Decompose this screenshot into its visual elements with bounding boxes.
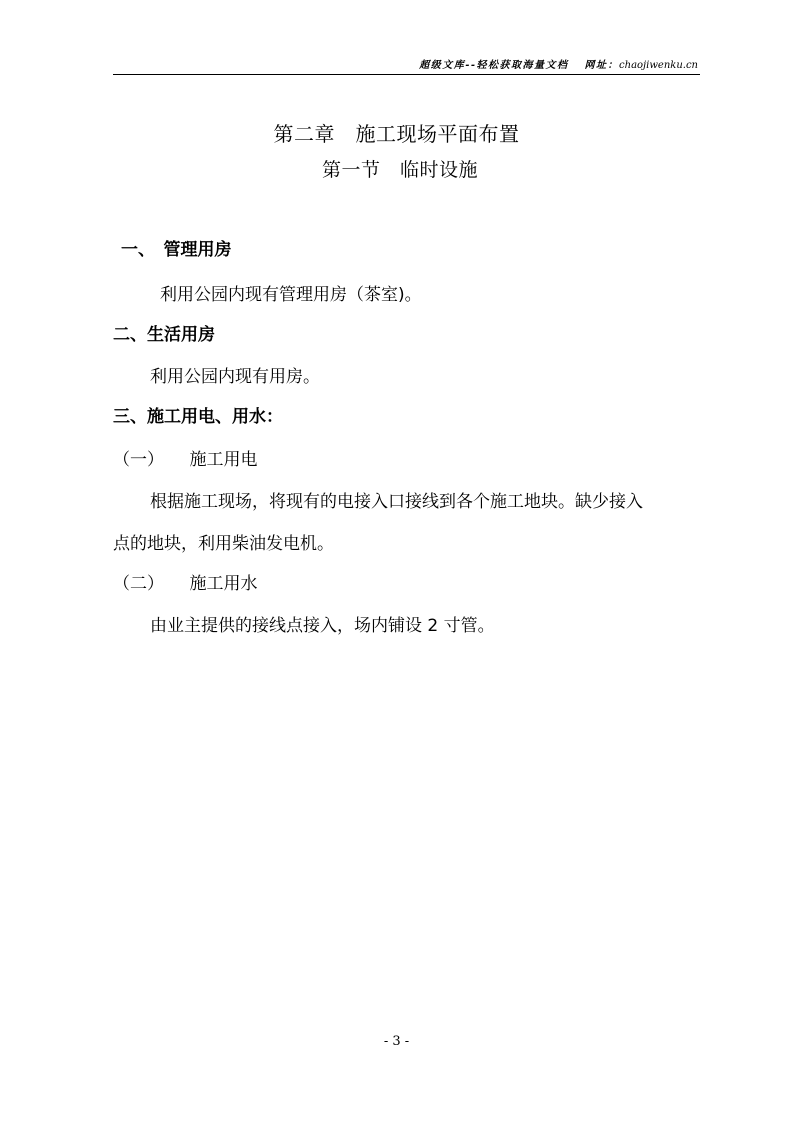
subheading-construction-water: （二） 施工用水 [113,574,258,594]
page-number: - 3 - [383,1034,410,1049]
paragraph-living-housing: 利用公园内现有用房。 [150,367,320,387]
chapter-title: 第二章 施工现场平面布置 [273,122,520,146]
paragraph-management-housing: 利用公园内现有管理用房（茶室)。 [160,285,422,305]
heading-living-housing: 二、生活用房 [113,325,215,345]
paragraph-water: 由业主提供的接线点接入，场内铺设 2 寸管。 [150,616,495,636]
header-site-name: 超级文库--轻松获取海量文档 [419,60,569,71]
paragraph-power-line2: 点的地块，利用柴油发电机。 [113,534,334,554]
heading-management-housing: 一、 管理用房 [121,240,232,260]
heading-power-water: 三、施工用电、用水： [113,407,283,427]
header-url-label: 网址： [584,60,620,71]
page-header [113,52,700,75]
header-text [419,56,698,71]
header-url: chaojiwenku.cn [619,60,698,71]
subheading-construction-power: （一） 施工用电 [113,450,258,470]
paragraph-power-line1: 根据施工现场，将现有的电接入口接线到各个施工地块。缺少接入 [150,492,643,512]
section-title: 第一节 临时设施 [321,159,478,181]
